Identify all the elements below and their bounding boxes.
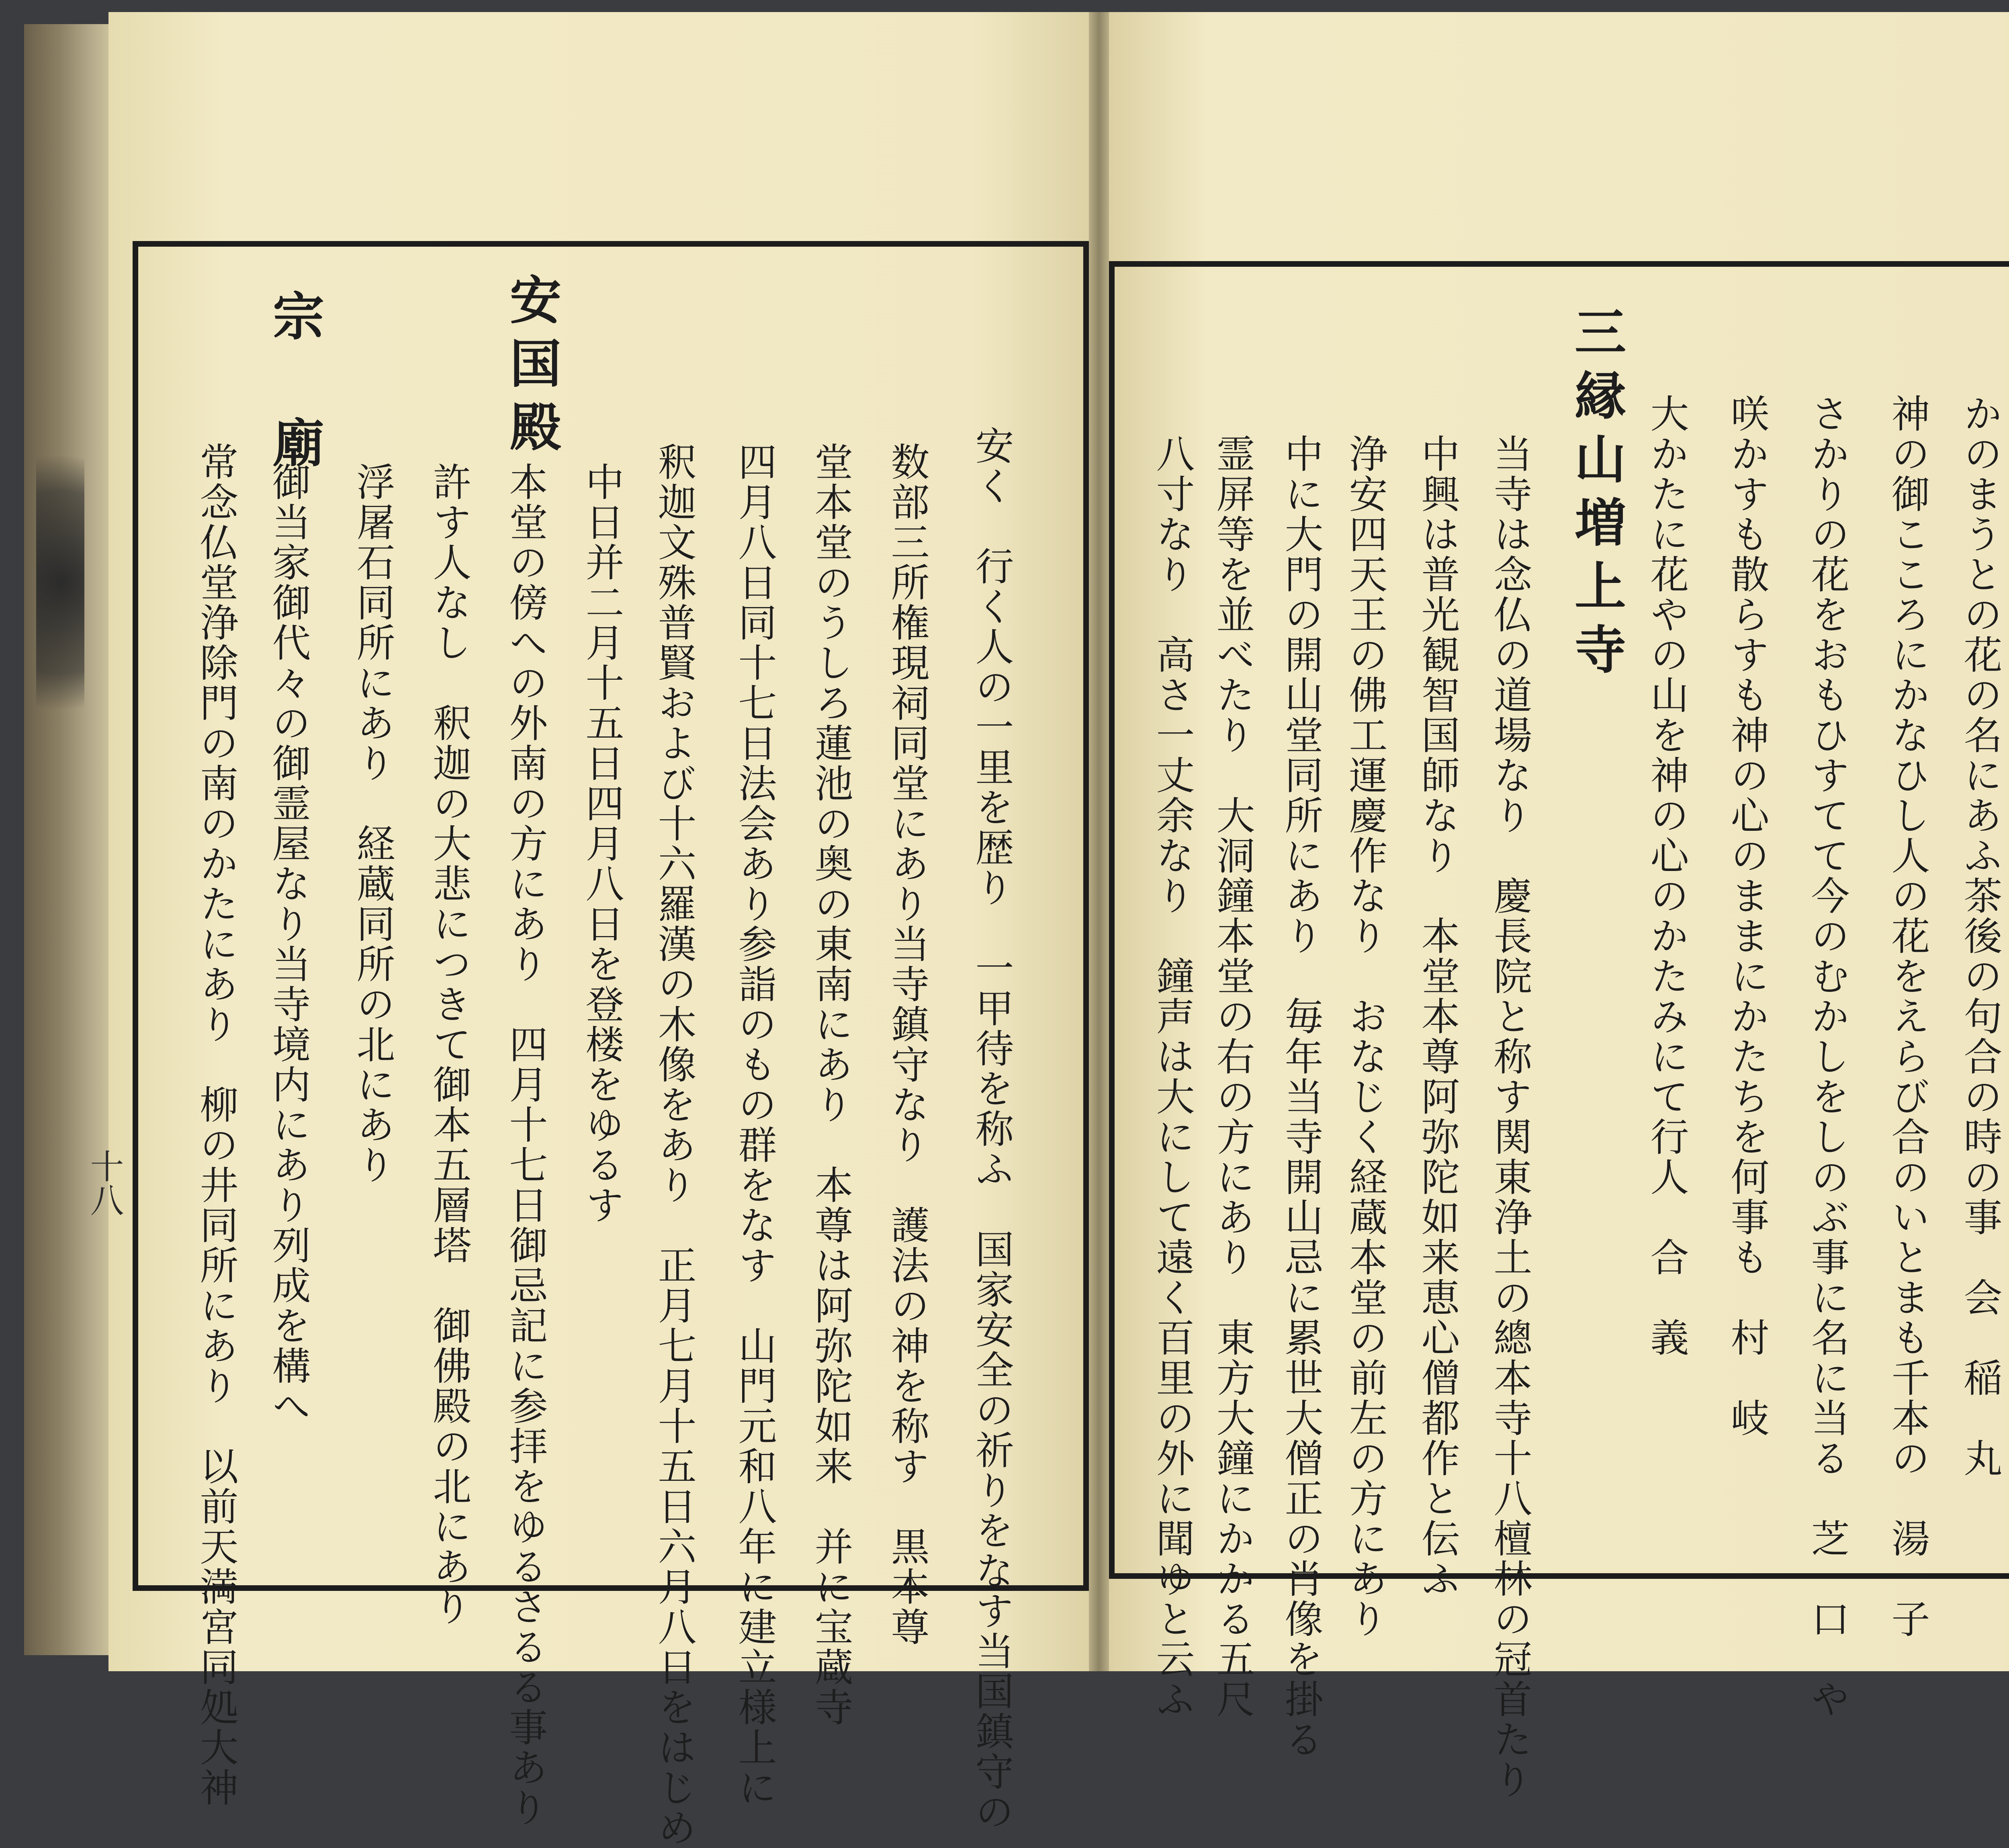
text-column: 常念仏堂浄除門の南のかたにあり 柳の井同所にあり 以前天満宮同処大神 xyxy=(194,442,239,1808)
text-column: 八寸なり 高さ一丈余なり 鐘声は大にして遠く百里の外に聞ゆと云ふ xyxy=(1150,434,1195,1719)
text-column: 本堂の傍への外南の方にあり 四月十七日御忌記に参拝をゆるさるる事あり xyxy=(503,462,548,1828)
text-column: かのまうとの花の名にあふ茶後の句合の時の事 会 稲 丸 xyxy=(1958,394,2003,1478)
text-column: 浄安四天王の佛工運慶作なり おなじく経蔵本堂の前左の方にあり xyxy=(1343,434,1388,1639)
text-column: さかりの花をおもひすてて今のむかしをしのぶ事に名に当る 芝 口 や xyxy=(1805,394,1850,1719)
text-column: 堂本堂のうしろ蓮池の奥の東南にあり 本尊は阿弥陀如来 并に宝蔵寺 xyxy=(808,442,853,1727)
text-column: 御当家御代々の御霊屋なり当寺境内にあり列成を構へ xyxy=(266,462,311,1426)
text-column: 許す人なし 釈迦の大悲につきて御本五層塔 御佛殿の北にあり xyxy=(427,462,472,1627)
ink-smudge xyxy=(36,402,84,763)
text-column: 浮屠石同所にあり 経蔵同所の北にあり xyxy=(350,462,395,1185)
text-column: 大かたに花やの山を神の心のかたみにて行人 合 義 xyxy=(1644,394,1689,1358)
text-column: 中興は普光観智国師なり 本堂本尊阿弥陀如来恵心僧都作と伝ふ xyxy=(1415,434,1460,1599)
heading-soubyou: 宗 廟 xyxy=(264,289,324,480)
text-column: 数部三所権現祠同堂にあり当寺鎮守なり 護法の神を称す 黒本尊 xyxy=(885,442,930,1647)
text-column: 釈迦文殊普賢および十六羅漢の木像をあり 正月七月十五日六月八日をはじめ xyxy=(652,442,697,1848)
book-gutter xyxy=(1089,12,1109,1671)
heading-zojoji: 三縁山増上寺 xyxy=(1566,305,1626,686)
text-column: 四月八日同十七日法会あり参詣のもの群をなす 山門元和八年に建立様上に xyxy=(732,442,777,1808)
text-column: 咲かすも散らすも神の心のままにかたちを何事も 村 岐 xyxy=(1725,394,1770,1438)
heading-ankokuden: 安国殿 xyxy=(501,273,561,464)
text-column: 当寺は念仏の道場なり 慶長院と称す関東浄土の總本寺十八檀林の冠首たり xyxy=(1487,434,1532,1800)
text-column: 中に大門の開山堂同所にあり 毎年当寺開山忌に累世大僧正の肖像を掛る xyxy=(1279,434,1324,1760)
left-book-edge xyxy=(24,24,113,1655)
text-column: 霊屏等を並べたり 大洞鐘本堂の右の方にあり 東方大鐘にかかる五尺 xyxy=(1210,434,1255,1719)
text-column: 安く 行く人の一里を歴り 一甲待を称ふ 国家安全の祈りをなす当国鎮守の xyxy=(969,426,1014,1832)
text-column: 神の御こころにかなひし人の花をえらび合のいとまも千本の 湯 子 xyxy=(1885,394,1930,1639)
page-number: 十八 xyxy=(85,1149,124,1216)
text-column: 中日并二月十五日四月八日を登楼をゆるす xyxy=(579,462,624,1225)
